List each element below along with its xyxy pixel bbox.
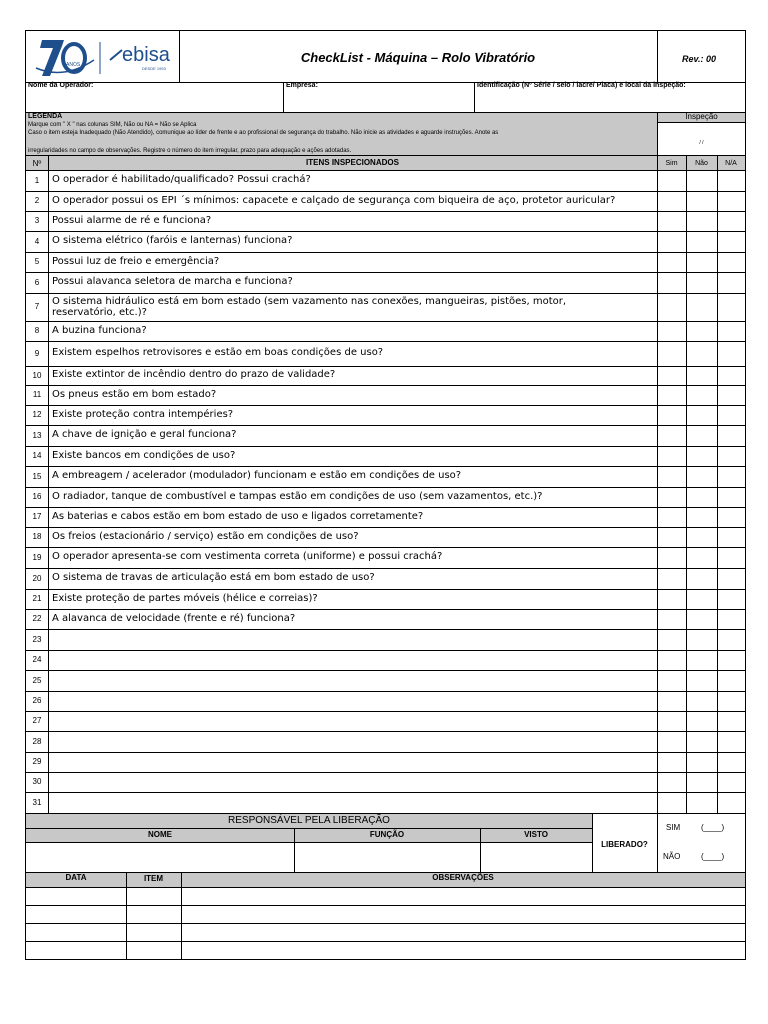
item-text: O sistema elétrico (faróis e lanternas) funciona?	[52, 235, 293, 246]
item-text: Possui alarme de ré e funciona?	[52, 215, 212, 226]
table-row	[26, 691, 745, 711]
check-yes-cell[interactable]	[658, 773, 686, 792]
check-yes-cell[interactable]	[658, 793, 686, 813]
item-text: O operador apresenta-se com vestimenta correta (uniforme) e possui crachá?	[52, 551, 443, 562]
check-no-cell[interactable]	[687, 732, 717, 752]
check-na-cell[interactable]	[718, 322, 745, 341]
table-row	[26, 711, 745, 731]
released-no-box[interactable]: (____)	[701, 852, 725, 861]
logo	[34, 40, 179, 76]
col-items-header: ITENS INSPECIONADOS	[306, 158, 399, 167]
check-no-cell[interactable]	[687, 367, 717, 385]
item-number: 4	[34, 237, 40, 246]
check-no-cell[interactable]	[687, 793, 717, 813]
item-number: 11	[32, 390, 42, 399]
item-number: 27	[32, 716, 42, 725]
check-no-cell[interactable]	[687, 590, 717, 609]
check-na-cell[interactable]	[718, 273, 745, 293]
check-yes-cell[interactable]	[658, 171, 686, 191]
logo-anos: ANOS	[66, 62, 81, 68]
item-number: 19	[32, 553, 42, 562]
check-yes-cell[interactable]	[658, 426, 686, 446]
item-number: 14	[32, 451, 42, 460]
item-number: 6	[34, 278, 40, 287]
item-number: 22	[32, 614, 42, 623]
check-na-cell[interactable]	[718, 692, 745, 711]
item-text-continued: reservatório, etc.)?	[52, 307, 147, 318]
obs-text-cell[interactable]	[182, 924, 745, 941]
check-yes-cell[interactable]	[658, 753, 686, 772]
item-number: 10	[32, 371, 42, 380]
item-number: 23	[32, 635, 42, 644]
check-na-cell[interactable]	[718, 253, 745, 272]
item-number: 1	[34, 176, 40, 185]
item-text: Possui alavanca seletora de marcha e funciona?	[52, 276, 293, 287]
item-text: O sistema de travas de articulação está em bom estado de uso?	[52, 572, 375, 583]
check-no-cell[interactable]	[687, 212, 717, 231]
check-yes-cell[interactable]	[658, 253, 686, 272]
release-name-header: NOME	[148, 830, 172, 839]
obs-text-cell[interactable]	[182, 906, 745, 923]
check-na-cell[interactable]	[718, 488, 745, 507]
item-text: Existe bancos em condições de uso?	[52, 450, 236, 461]
check-yes-cell[interactable]	[658, 548, 686, 568]
released-yes-label: SIM	[666, 823, 681, 832]
check-no-cell[interactable]	[687, 192, 717, 211]
obs-text-header: OBSERVAÇÕES	[432, 873, 494, 882]
release-signature-header: VISTO	[524, 830, 548, 839]
check-no-cell[interactable]	[687, 671, 717, 691]
check-na-cell[interactable]	[718, 467, 745, 487]
checklist-form	[25, 30, 746, 960]
check-na-cell[interactable]	[718, 630, 745, 650]
check-no-cell[interactable]	[687, 426, 717, 446]
released-label: LIBERADO?	[601, 840, 648, 849]
check-no-cell[interactable]	[687, 386, 717, 405]
table-row	[26, 670, 745, 691]
item-text: Os freios (estacionário / serviço) estão em condições de uso?	[52, 531, 359, 542]
table-row	[26, 731, 745, 752]
table-row	[26, 752, 745, 772]
check-yes-cell[interactable]	[658, 651, 686, 670]
col-na-header: N/A	[725, 160, 737, 167]
check-yes-cell[interactable]	[658, 406, 686, 425]
check-na-cell[interactable]	[718, 192, 745, 211]
item-number: 8	[34, 326, 40, 335]
identification-field-label: Identificação (Nº Série / selo / lacre/ Placa) e local da inspeção:	[477, 82, 686, 89]
check-na-cell[interactable]	[718, 651, 745, 670]
table-row	[26, 772, 745, 792]
obs-text-cell[interactable]	[182, 942, 745, 959]
item-number: 20	[32, 574, 42, 583]
check-no-cell[interactable]	[687, 342, 717, 366]
item-text: A alavanca de velocidade (frente e ré) funciona?	[52, 613, 296, 624]
company-field[interactable]	[284, 82, 474, 112]
released-no-label: NÃO	[663, 852, 681, 861]
item-number: 16	[32, 492, 42, 501]
check-na-cell[interactable]	[718, 367, 745, 385]
check-no-cell[interactable]	[687, 630, 717, 650]
check-na-cell[interactable]	[718, 590, 745, 609]
col-num-header: Nº	[32, 159, 42, 168]
obs-item-cell[interactable]	[127, 888, 181, 905]
legend-line-1: Marque com " X " nas colunas SIM, Não ou NA = Não se Aplica	[28, 122, 197, 128]
check-na-cell[interactable]	[718, 508, 745, 527]
check-no-cell[interactable]	[687, 651, 717, 670]
check-na-cell[interactable]	[718, 773, 745, 792]
item-number: 7	[34, 302, 40, 311]
obs-date-cell[interactable]	[26, 906, 126, 923]
check-na-cell[interactable]	[718, 447, 745, 466]
obs-date-cell[interactable]	[26, 942, 126, 959]
table-row	[26, 792, 745, 813]
operator-field[interactable]	[26, 82, 283, 112]
revision: Rev.: 00	[682, 54, 717, 64]
item-number: 18	[32, 532, 42, 541]
check-na-cell[interactable]	[718, 212, 745, 231]
table-row	[26, 650, 745, 670]
check-yes-cell[interactable]	[658, 610, 686, 629]
check-yes-cell[interactable]	[658, 232, 686, 252]
check-yes-cell[interactable]	[658, 671, 686, 691]
item-text: O operador é habilitado/qualificado? Possui crachá?	[52, 174, 311, 185]
item-text: As baterias e cabos estão em bom estado de uso e ligados corretamente?	[52, 511, 424, 522]
brand-subtitle: DESDE 1953	[142, 66, 166, 71]
check-yes-cell[interactable]	[658, 692, 686, 711]
check-na-cell[interactable]	[718, 610, 745, 629]
obs-date-cell[interactable]	[26, 888, 126, 905]
check-yes-cell[interactable]	[658, 590, 686, 609]
item-text: A embreagem / acelerador (modulador) funcionam e estão em condições de uso?	[52, 470, 462, 481]
check-yes-cell[interactable]	[658, 294, 686, 321]
obs-item-cell[interactable]	[127, 942, 181, 959]
check-na-cell[interactable]	[718, 548, 745, 568]
check-yes-cell[interactable]	[658, 732, 686, 752]
inspection-label: Inspeção	[685, 112, 718, 121]
item-number: 30	[32, 777, 42, 786]
item-number: 3	[34, 216, 40, 225]
check-no-cell[interactable]	[687, 692, 717, 711]
item-number: 15	[32, 472, 42, 481]
check-no-cell[interactable]	[687, 488, 717, 507]
check-no-cell[interactable]	[687, 712, 717, 731]
item-text: Existe proteção de partes móveis (hélice e correias)?	[52, 593, 318, 604]
item-number: 13	[32, 431, 42, 440]
check-yes-cell[interactable]	[658, 508, 686, 527]
check-na-cell[interactable]	[718, 671, 745, 691]
obs-item-header: ITEM	[143, 874, 164, 883]
check-no-cell[interactable]	[687, 569, 717, 589]
check-no-cell[interactable]	[687, 773, 717, 792]
check-yes-cell[interactable]	[658, 212, 686, 231]
legend-title: LEGENDA	[28, 113, 63, 120]
identification-field[interactable]	[475, 82, 745, 112]
check-no-cell[interactable]	[687, 467, 717, 487]
company-field-label: Empresa:	[286, 82, 318, 89]
release-role-header: FUNÇÃO	[369, 830, 405, 839]
check-na-cell[interactable]	[718, 406, 745, 425]
item-number: 5	[34, 257, 40, 266]
legend-line-2: Caso o item esteja Inadequado (Não Atendido), comunique ao líder de frente e ao profissional de segurança do trabalho. Não inicie as atividades e aguarde instruções. Anote as	[28, 130, 499, 136]
check-no-cell[interactable]	[687, 294, 717, 321]
check-no-cell[interactable]	[687, 508, 717, 527]
table-row	[26, 629, 745, 650]
check-no-cell[interactable]	[687, 610, 717, 629]
col-yes-header: Sim	[665, 160, 678, 167]
check-no-cell[interactable]	[687, 273, 717, 293]
item-number: 24	[32, 655, 42, 664]
item-number: 28	[32, 737, 42, 746]
check-yes-cell[interactable]	[658, 630, 686, 650]
item-number: 17	[32, 512, 42, 521]
item-number: 12	[32, 410, 42, 419]
release-name-field[interactable]	[26, 843, 294, 873]
operator-field-label: Nome da Operador:	[28, 82, 94, 89]
col-no-header: Não	[695, 160, 708, 167]
check-no-cell[interactable]	[687, 753, 717, 772]
check-no-cell[interactable]	[687, 548, 717, 568]
check-na-cell[interactable]	[718, 426, 745, 446]
obs-date-cell[interactable]	[26, 924, 126, 941]
check-na-cell[interactable]	[718, 528, 745, 547]
legend-line-3: irregularidades no campo de observações. Registre o número do item irregular, prazo para adequação e ações adotadas.	[28, 148, 352, 154]
item-number: 26	[32, 696, 42, 705]
item-number: 2	[34, 196, 40, 205]
check-yes-cell[interactable]	[658, 447, 686, 466]
item-text: A chave de ignição e geral funciona?	[52, 429, 237, 440]
item-number: 25	[32, 676, 42, 685]
check-no-cell[interactable]	[687, 528, 717, 547]
check-no-cell[interactable]	[687, 253, 717, 272]
check-na-cell[interactable]	[718, 232, 745, 252]
check-yes-cell[interactable]	[658, 488, 686, 507]
item-text: A buzina funciona?	[52, 325, 147, 336]
obs-item-cell[interactable]	[127, 906, 181, 923]
item-number: 21	[32, 594, 42, 603]
check-yes-cell[interactable]	[658, 273, 686, 293]
check-yes-cell[interactable]	[658, 712, 686, 731]
obs-date-header: DATA	[65, 873, 87, 882]
check-na-cell[interactable]	[718, 712, 745, 731]
check-no-cell[interactable]	[687, 447, 717, 466]
check-na-cell[interactable]	[718, 171, 745, 191]
release-role-field[interactable]	[295, 843, 480, 873]
check-no-cell[interactable]	[687, 322, 717, 341]
item-text: Os pneus estão em bom estado?	[52, 389, 217, 400]
check-na-cell[interactable]	[718, 342, 745, 366]
check-no-cell[interactable]	[687, 232, 717, 252]
brand-name: ebisa	[122, 44, 170, 66]
check-yes-cell[interactable]	[658, 386, 686, 405]
item-text: O sistema hidráulico está em bom estado (sem vazamento nas conexões, mangueiras, pistões, motor,	[52, 296, 567, 307]
check-na-cell[interactable]	[718, 386, 745, 405]
item-text: Possui luz de freio e emergência?	[52, 256, 220, 267]
check-na-cell[interactable]	[718, 732, 745, 752]
check-na-cell[interactable]	[718, 294, 745, 321]
item-text: Existe extintor de incêndio dentro do prazo de validade?	[52, 369, 336, 380]
check-yes-cell[interactable]	[658, 569, 686, 589]
item-number: 31	[32, 798, 42, 807]
item-text: O radiador, tanque de combustível e tampas estão em condições de uso (sem vazamentos, etc.)?	[52, 491, 543, 502]
released-yes-box[interactable]: (____)	[701, 823, 725, 832]
release-signature-field[interactable]	[481, 843, 592, 873]
item-number: 9	[34, 349, 40, 358]
check-na-cell[interactable]	[718, 753, 745, 772]
check-no-cell[interactable]	[687, 171, 717, 191]
check-na-cell[interactable]	[718, 569, 745, 589]
release-title: RESPONSÁVEL PELA LIBERAÇÃO	[228, 815, 390, 826]
item-number: 29	[32, 757, 42, 766]
inspection-date[interactable]: / /	[699, 140, 704, 146]
item-text: O operador possui os EPI ´s mínimos: capacete e calçado de segurança com biqueira de aço, protetor auricular?	[52, 195, 616, 206]
form-title: CheckList - Máquina – Rolo Vibratório	[300, 50, 536, 65]
check-no-cell[interactable]	[687, 406, 717, 425]
check-yes-cell[interactable]	[658, 528, 686, 547]
check-yes-cell[interactable]	[658, 367, 686, 385]
obs-text-cell[interactable]	[182, 888, 745, 905]
check-yes-cell[interactable]	[658, 467, 686, 487]
check-yes-cell[interactable]	[658, 322, 686, 341]
check-yes-cell[interactable]	[658, 342, 686, 366]
obs-item-cell[interactable]	[127, 924, 181, 941]
item-text: Existem espelhos retrovisores e estão em boas condições de uso?	[52, 347, 384, 358]
check-yes-cell[interactable]	[658, 192, 686, 211]
check-na-cell[interactable]	[718, 793, 745, 813]
item-text: Existe proteção contra intempéries?	[52, 409, 234, 420]
